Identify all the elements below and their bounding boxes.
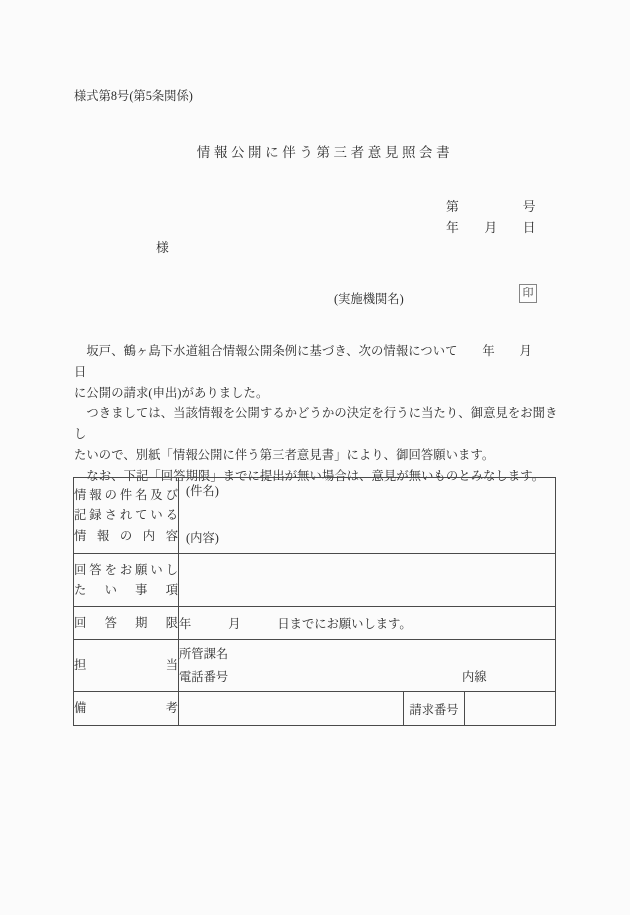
row-label-line: 担 当 [74, 658, 178, 673]
body-text [74, 341, 569, 486]
row-label-line: 備 考 [74, 701, 178, 716]
subject-name-label: (件名) [186, 484, 219, 498]
row-label-line: 情 報 の 件 名 及 び [74, 487, 178, 502]
request-number-label: 請求番号 [404, 692, 465, 726]
cell-request-number [465, 692, 556, 726]
row-label-person-in-charge [74, 640, 179, 692]
form-table [73, 477, 556, 726]
table-row-person-in-charge [74, 640, 556, 692]
table-row-information-subject [74, 478, 556, 554]
row-label-line: 記 録 さ れ て い る [74, 508, 178, 523]
cell-remarks [179, 692, 404, 726]
form-number: 様式第8号(第5条関係) [74, 89, 193, 103]
table-row-remarks [74, 692, 556, 726]
row-label-remarks [74, 692, 179, 726]
cell-information-subject [179, 478, 556, 554]
phone-number-label: 電話番号 [179, 669, 229, 684]
phone-line [179, 666, 555, 689]
body-line: なお、下記「回答期限」までに提出が無い場合は、意見が無いものとみなします。 [74, 468, 545, 483]
date-line: 年 月 日 [446, 221, 536, 235]
row-label-line: た い 事 項 [74, 583, 178, 597]
row-label-line: 回 答 を お 願 い し [74, 562, 178, 577]
document-number-line: 第 号 [446, 200, 536, 214]
seal-mark: 印 [519, 284, 537, 303]
body-line: たいので、別紙「情報公開に伴う第三者意見書」により、御回答願います。 [74, 447, 495, 462]
body-line: つきましては、当該情報を公開するかどうかの決定を行うに当たり、御意見をお聞きし [74, 406, 558, 441]
department-name-label: 所管課名 [179, 646, 229, 661]
body-line: に公開の請求(申出)がありました。 [74, 385, 269, 400]
row-label-information-subject [74, 478, 179, 554]
row-label-line: 情 報 の 内 容 [74, 528, 178, 543]
content-label: (内容) [186, 531, 219, 545]
table-row-requested-matters [74, 554, 556, 607]
document-title: 情報公開に伴う第三者意見照会書 [196, 145, 454, 160]
agency-name-label: (実施機関名) [334, 292, 404, 306]
row-label-line: 回 答 期 限 [74, 615, 178, 630]
row-label-reply-deadline [74, 607, 179, 640]
cell-requested-matters [179, 554, 556, 607]
cell-reply-deadline: 年 月 日までにお願いします。 [179, 607, 556, 640]
row-label-requested-matters [74, 554, 179, 607]
table-row-reply-deadline [74, 607, 556, 640]
extension-label: 内線 [462, 669, 487, 684]
cell-person-in-charge [179, 640, 556, 692]
addressee-suffix: 様 [156, 241, 169, 255]
body-line: 坂戸、鶴ヶ島下水道組合情報公開条例に基づき、次の情報について 年 月 日 [74, 344, 557, 379]
